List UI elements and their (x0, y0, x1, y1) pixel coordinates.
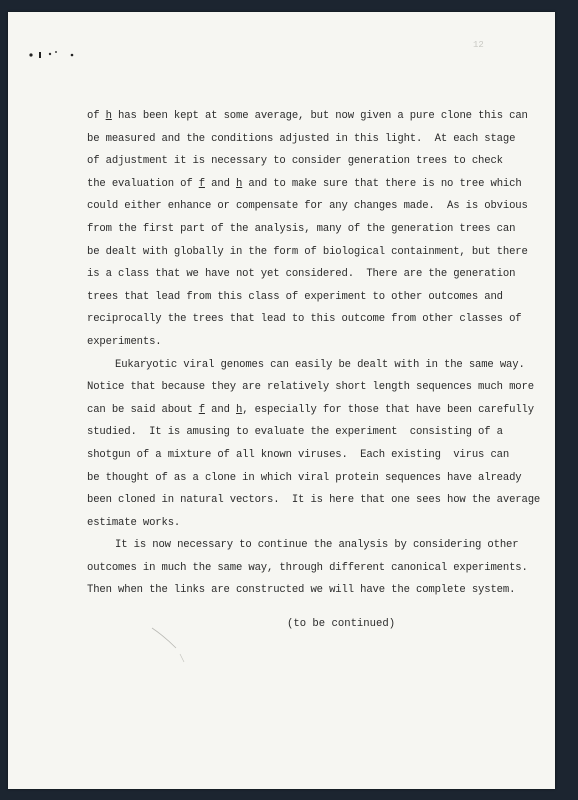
text-segment: outcomes in much the same way, through different canonical experiments. (87, 561, 528, 574)
text-line (87, 105, 527, 128)
text-segment: be dealt with globally in the form of biological containment, but there (87, 245, 528, 258)
text-line (87, 331, 527, 354)
text-segment: Then when the links are constructed we will have the complete system. (87, 584, 516, 597)
text-segment: the evaluation of (87, 177, 199, 190)
text-segment: be measured and the conditions adjusted in this light. At each stage (87, 132, 516, 145)
to-be-continued-note: (to be continued) (287, 618, 396, 630)
text-line (87, 467, 527, 490)
underlined-symbol: h (105, 110, 112, 122)
text-segment: and (204, 403, 236, 416)
corner-marks (28, 49, 78, 59)
text-segment: can be said about (87, 403, 199, 416)
text-segment: of (87, 110, 106, 122)
pencil-mark (150, 624, 190, 664)
text-line (87, 241, 527, 264)
text-segment: been cloned in natural vectors. It is here that one sees how the average (87, 494, 541, 507)
text-line (87, 195, 527, 218)
text-segment: be thought of as a clone in which viral protein sequences have already (87, 471, 522, 484)
text-segment: estimate works. (87, 516, 181, 529)
text-line (87, 421, 527, 444)
text-line (87, 489, 541, 512)
underlined-symbol: h (236, 177, 243, 190)
text-segment: trees that lead from this class of experiment to other outcomes and (87, 290, 503, 303)
text-segment: Eukaryotic viral genomes can easily be dealt with in the same way. (115, 358, 525, 371)
text-segment: shotgun of a mixture of all known viruses. Each existing virus can (87, 448, 510, 461)
text-line (87, 444, 527, 467)
text-segment: studied. It is amusing to evaluate the experiment consisting of a (87, 426, 503, 439)
underlined-symbol: h (236, 403, 243, 416)
text-segment: is a class that we have not yet considered. There are the generation (87, 268, 516, 281)
text-line (87, 150, 527, 173)
underlined-symbol: f (198, 177, 205, 190)
text-segment: Notice that because they are relatively short length sequences much more (87, 381, 534, 394)
text-line (87, 534, 527, 557)
text-line (87, 512, 527, 535)
text-segment: and to make sure that there is no tree which (242, 177, 522, 190)
text-segment: and (204, 177, 236, 190)
text-line (87, 173, 527, 196)
page-number: 12 (473, 40, 484, 50)
text-line (87, 557, 527, 580)
text-line (87, 308, 527, 331)
text-line (87, 354, 527, 377)
text-segment: could either enhance or compensate for any changes made. As is obvious (87, 200, 528, 213)
text-line (87, 579, 527, 602)
text-segment: of adjustment it is necessary to consider generation trees to check (87, 155, 503, 168)
text-line (87, 286, 527, 309)
text-segment: , especially for those that have been carefully (242, 403, 534, 416)
text-segment: from the first part of the analysis, many of the generation trees can (87, 222, 516, 235)
text-line (87, 263, 527, 286)
text-line (87, 399, 534, 422)
text-segment: reciprocally the trees that lead to this outcome from other classes of (87, 313, 522, 326)
text-line (87, 376, 534, 399)
underlined-symbol: f (198, 403, 205, 416)
document-page (8, 12, 555, 789)
text-segment: experiments. (87, 335, 162, 348)
text-segment: It is now necessary to continue the analysis by considering other (115, 539, 519, 552)
body-text (87, 105, 541, 602)
text-line (87, 128, 527, 151)
text-line (87, 218, 527, 241)
text-segment: has been kept at some average, but now given a pure clone this can (111, 110, 528, 122)
